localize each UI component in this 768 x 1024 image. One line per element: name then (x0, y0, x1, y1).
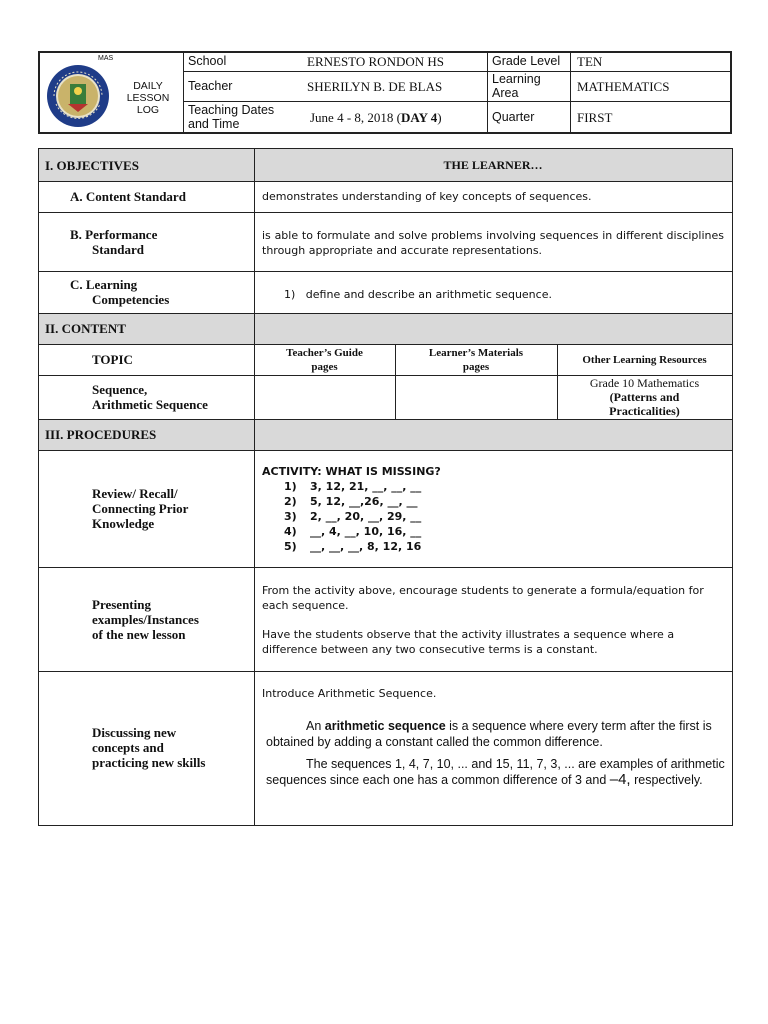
learning-area-label: Learning Area (492, 72, 541, 100)
column-divider (254, 148, 255, 826)
content-standard-label: A. Content Standard (70, 189, 186, 204)
row-divider (38, 181, 733, 182)
content-heading: II. CONTENT (45, 321, 126, 336)
topic-text: Sequence, Arithmetic Sequence (92, 382, 208, 412)
the-learner-heading: THE LEARNER… (443, 158, 543, 172)
learning-competency-item: 1) define and describe an arithmetic sequence. (284, 288, 552, 301)
performance-standard-text: is able to formulate and solve problems involving sequences in different disciplines through appropriate and accurate representations. (262, 229, 724, 257)
row-divider (38, 344, 733, 345)
quarter-label: Quarter (492, 109, 535, 124)
school-label: School (188, 54, 227, 69)
grade-level-value: TEN (577, 54, 603, 70)
presenting-label: Presenting examples/Instances of the new lesson (92, 597, 199, 642)
logo-caption: MAS (98, 55, 114, 62)
content-header-row (39, 313, 732, 344)
activity-item: 2) 5, 12, __,26, __, __ (284, 495, 418, 508)
activity-item: 1) 3, 12, 21, __, __, __ (284, 480, 422, 493)
teacher-label: Teacher (188, 78, 233, 93)
activity-title: ACTIVITY: WHAT IS MISSING? (262, 465, 441, 478)
learners-materials-pages-header: Learner’s Materials pages (428, 347, 524, 373)
row-divider (38, 212, 733, 213)
introduce-text: Introduce Arithmetic Sequence. (262, 687, 437, 700)
header-divider (183, 52, 184, 133)
activity-item: 5) __, __, __, 8, 12, 16 (284, 540, 422, 553)
presenting-paragraph-2: Have the students observe that the activity illustrates a sequence where a difference between any two consecutive terms is a constant. (262, 628, 675, 656)
quarter-value: FIRST (577, 109, 613, 125)
grade-level-label: Grade Level (492, 54, 561, 69)
teaching-dates-value: June 4 - 8, 2018 ( DAY 4 ) (310, 109, 442, 125)
arithmetic-sequence-examples: The sequences 1, 4, 7, 10, ... and 15, 11, 7, 3, ... are examples of arithmetic sequences since each one has a common difference of 3 and –4, respectively. (266, 757, 725, 788)
header-divider (487, 52, 488, 133)
header-divider (570, 52, 571, 133)
row-divider (38, 450, 733, 451)
discussing-label: Discussing new concepts and practicing new skills (92, 725, 206, 770)
teaching-dates-label: Teaching Dates and Time (188, 103, 275, 131)
arithmetic-sequence-definition: An arithmetic sequence is a sequence where every term after the first is obtained by adding a constant called the common difference. (266, 719, 712, 749)
activity-item: 4) __, 4, __, 10, 16, __ (284, 525, 422, 538)
learning-resource-text: Grade 10 Mathematics (Patterns and Practicalities) (589, 376, 700, 418)
row-divider (38, 271, 733, 272)
presenting-paragraph-1: From the activity above, encourage students to generate a formula/equation for each sequence. (262, 584, 704, 612)
deped-seal-logo (46, 64, 110, 128)
topic-label: TOPIC (92, 352, 133, 367)
teachers-guide-pages-header: Teacher’s Guide pages (286, 347, 363, 373)
row-divider (38, 567, 733, 568)
learning-area-value: MATHEMATICS (577, 78, 670, 94)
objectives-heading: I. OBJECTIVES (45, 158, 139, 173)
row-divider (38, 671, 733, 672)
row-divider (38, 313, 733, 314)
school-value: ERNESTO RONDON HS (307, 54, 444, 70)
activity-item: 3) 2, __, 20, __, 29, __ (284, 510, 422, 523)
teacher-value: SHERILYN B. DE BLAS (307, 78, 443, 94)
learning-competencies-label: C. Learning Competencies (70, 277, 170, 307)
content-standard-text: demonstrates understanding of key concepts of sequences. (262, 190, 592, 203)
other-learning-resources-header: Other Learning Resources (582, 354, 707, 366)
performance-standard-label: B. Performance Standard (70, 227, 158, 257)
daily-lesson-log-title: DAILY LESSON LOG (126, 80, 170, 116)
activity-list (284, 479, 504, 554)
procedures-heading: III. PROCEDURES (45, 427, 157, 442)
row-divider (38, 419, 733, 420)
review-label: Review/ Recall/ Connecting Prior Knowledge (92, 486, 189, 531)
